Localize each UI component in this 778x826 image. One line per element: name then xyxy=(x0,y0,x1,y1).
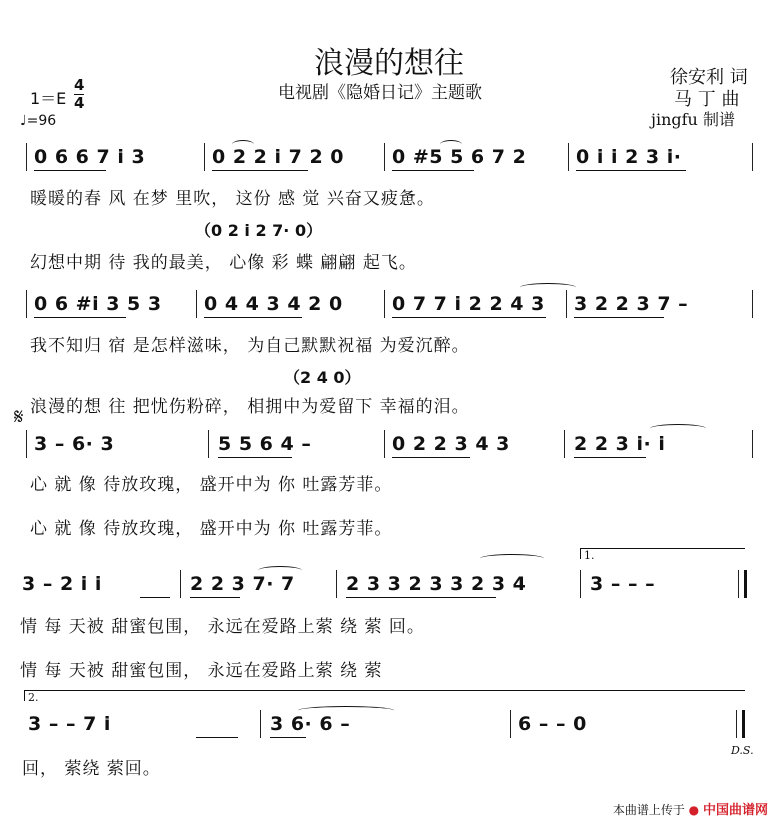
barline xyxy=(568,143,569,171)
barline xyxy=(384,143,385,171)
volta-2: 2. xyxy=(24,690,745,701)
measure-1-1: 0 6 6 7 i 3 xyxy=(34,146,146,168)
measure-3-2: 5 5 6 4 – xyxy=(218,433,312,455)
barline xyxy=(204,143,205,171)
lyric-line-2a: 我不知归 宿 是怎样滋味， 为自己默默祝福 为爱沉醉。 xyxy=(30,336,470,356)
time-sig-bottom: 4 xyxy=(74,94,85,112)
barline xyxy=(752,143,753,171)
underline xyxy=(34,317,126,318)
measure-2-2: 0 4 4 3 4 2 0 xyxy=(204,293,343,315)
final-barline-thick xyxy=(742,710,745,738)
tie xyxy=(298,706,394,715)
key-signature: 1＝E xyxy=(30,89,67,108)
footer-brand[interactable]: 中国曲谱网 xyxy=(702,803,768,818)
tie xyxy=(232,140,254,149)
page-title: 浪漫的想往 xyxy=(314,46,464,81)
underline xyxy=(34,170,106,171)
underline xyxy=(392,457,470,458)
barline xyxy=(336,570,337,598)
barline xyxy=(752,290,753,318)
lyricist-credit: 徐安利 词 xyxy=(670,67,748,88)
lyric-line-3a: 心 就 像 待放玫瑰， 盛开中为 你 吐露芳菲。 xyxy=(30,475,393,495)
lyric-line-1a: 暖暖的春 风 在梦 里吹， 这份 感 觉 兴奋又疲惫。 xyxy=(30,189,435,209)
tempo-mark: ♩=96 xyxy=(20,113,57,129)
measure-5-2: 3 6· 6 – xyxy=(270,713,351,735)
barline xyxy=(510,710,511,738)
volta-1: 1. xyxy=(580,548,745,559)
underline xyxy=(196,737,238,738)
barline xyxy=(208,430,209,458)
underline xyxy=(190,597,240,598)
lyric-line-4b: 情 每 天被 甜蜜包围， 永远在爱路上萦 绕 萦 xyxy=(20,661,383,681)
measure-5-1: 3 – – 7 i xyxy=(28,713,111,735)
barline xyxy=(752,430,753,458)
underline xyxy=(270,737,306,738)
footer-credit xyxy=(613,799,768,818)
barline xyxy=(26,290,27,318)
barline xyxy=(384,430,385,458)
measure-1-3: 0 #5 5 6 7 2 xyxy=(392,146,527,168)
tie xyxy=(480,554,544,563)
time-sig-top: 4 xyxy=(74,76,85,94)
tie xyxy=(520,283,576,292)
barline xyxy=(564,430,565,458)
measure-2-1: 0 6 #i 3 5 3 xyxy=(34,293,162,315)
tie xyxy=(650,424,706,433)
tie xyxy=(258,566,302,575)
ds-mark: D.S. xyxy=(731,744,754,757)
underline xyxy=(574,457,646,458)
lyric-line-4a: 情 每 天被 甜蜜包围， 永远在爱路上萦 绕 萦 回。 xyxy=(20,617,425,637)
measure-4-4: 3 – – – xyxy=(590,573,656,595)
repeat-barline xyxy=(738,570,739,598)
underline xyxy=(576,170,686,171)
underline xyxy=(140,597,170,598)
underline xyxy=(204,317,302,318)
measure-4-2: 2 2 3 7· 7 xyxy=(190,573,295,595)
barline xyxy=(384,290,385,318)
measure-4-1: 3 – 2 i i xyxy=(22,573,102,595)
footer-prefix: 本曲谱上传于 xyxy=(612,803,685,817)
measure-3-4: 2 2 3 i· i xyxy=(574,433,666,455)
measure-2-4: 3 2 2 3 7 – xyxy=(574,293,689,315)
underline xyxy=(574,317,664,318)
lyric-line-1b: 幻想中期 待 我的最美， 心像 彩 蝶 翩翩 起飞。 xyxy=(30,253,417,273)
segno-mark: 𝄋 xyxy=(14,405,24,430)
tie xyxy=(440,140,462,149)
barline xyxy=(26,143,27,171)
underline xyxy=(392,170,474,171)
measure-3-1: 3 – 6· 3 xyxy=(34,433,115,455)
alt-notes-1: （0 2 i 2 7· 0） xyxy=(195,221,323,240)
barline xyxy=(580,570,581,598)
measure-4-3: 2 3 3 2 3 3 2 3 4 xyxy=(346,573,527,595)
time-signature xyxy=(74,78,84,111)
transcriber-credit: jingfu 制谱 xyxy=(651,110,735,129)
underline xyxy=(392,317,546,318)
barline xyxy=(180,570,181,598)
underline xyxy=(218,457,292,458)
subtitle: 电视剧《隐婚日记》主题歌 xyxy=(278,83,482,103)
measure-1-2: 0 2 2 i 7 2 0 xyxy=(212,146,345,168)
lyric-line-5a: 回， 萦绕 萦回。 xyxy=(22,759,161,779)
barline xyxy=(260,710,261,738)
lyric-line-2b: 浪漫的想 往 把忧伤粉碎， 相拥中为爱留下 幸福的泪。 xyxy=(30,397,470,417)
barline xyxy=(196,290,197,318)
final-barline xyxy=(736,710,737,738)
underline xyxy=(212,170,308,171)
measure-2-3: 0 7 7 i 2 2 4 3 xyxy=(392,293,545,315)
measure-1-4: 0 i i 2 3 i· xyxy=(576,146,682,168)
measure-5-3: 6 – – 0 xyxy=(518,713,587,735)
composer-credit: 马 丁 曲 xyxy=(674,89,740,110)
repeat-barline-thick xyxy=(744,570,747,598)
measure-3-3: 0 2 2 3 4 3 xyxy=(392,433,510,455)
barline xyxy=(566,290,567,318)
underline xyxy=(346,597,496,598)
site-logo-icon: ● xyxy=(688,803,700,817)
barline xyxy=(26,430,27,458)
lyric-line-3b: 心 就 像 待放玫瑰， 盛开中为 你 吐露芳菲。 xyxy=(30,519,393,539)
alt-notes-2: （2 4 0） xyxy=(284,368,361,387)
